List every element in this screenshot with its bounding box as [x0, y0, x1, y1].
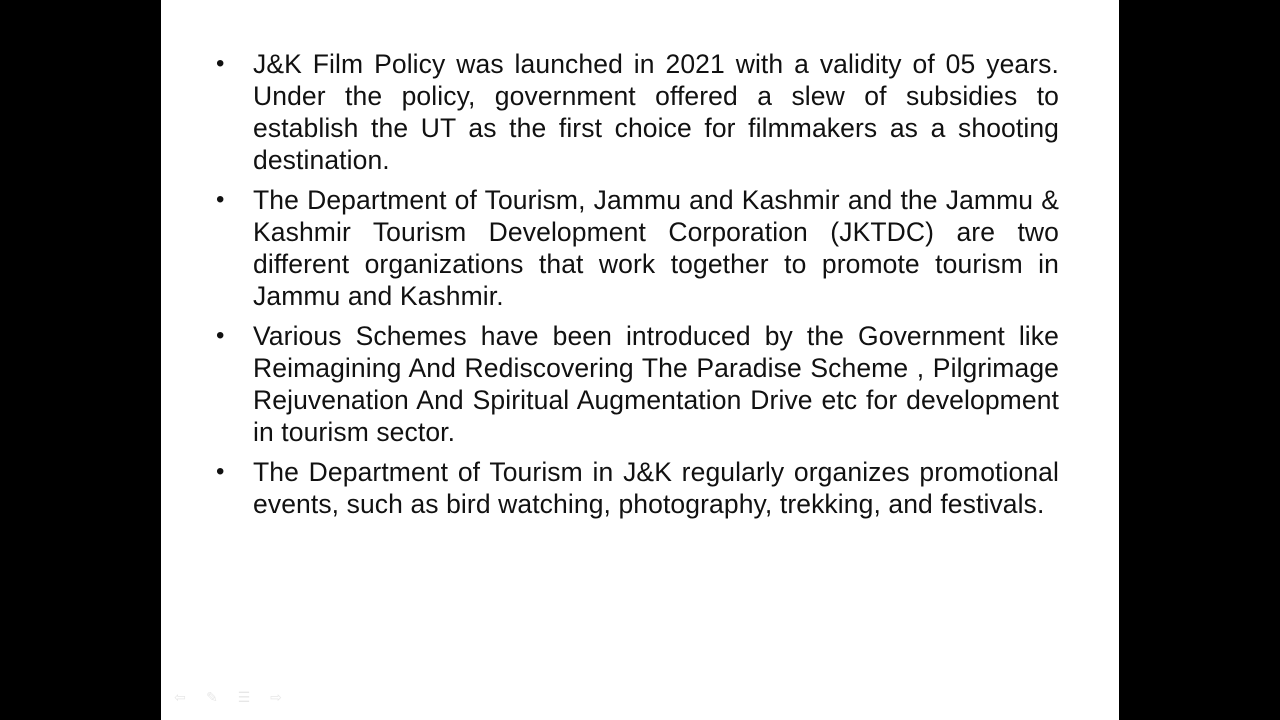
bullet-icon: •	[216, 322, 225, 349]
next-slide-icon[interactable]: ⇨	[270, 690, 282, 706]
bullet-item	[216, 320, 1059, 448]
bullet-text: The Department of Tourism in J&K regularly organizes promotional events, such as bird watching, photography, trekking, and festivals.	[253, 457, 1059, 519]
bullet-item	[216, 48, 1059, 176]
bullet-text: The Department of Tourism, Jammu and Kashmir and the Jammu & Kashmir Tourism Development Corporation (JKTDC) are two different organizations that work together to promote tourism in Jammu and Kashmir.	[253, 185, 1059, 311]
menu-icon[interactable]: ☰	[237, 690, 251, 706]
bullet-text: J&K Film Policy was launched in 2021 with a validity of 05 years. Under the policy, government offered a slew of subsidies to establish the UT as the first choice for filmmakers as a shooting destination.	[253, 49, 1059, 175]
bullet-text: Various Schemes have been introduced by the Government like Reimagining And Rediscovering The Paradise Scheme , Pilgrimage Rejuvenation And Spiritual Augmentation Drive etc for development in tourism sector.	[253, 321, 1059, 447]
bullet-icon: •	[216, 186, 225, 213]
bullet-icon: •	[216, 458, 225, 485]
bullet-icon: •	[216, 50, 225, 77]
bullet-item	[216, 456, 1059, 520]
slide-canvas	[161, 0, 1119, 720]
previous-slide-icon[interactable]: ⇦	[174, 690, 186, 706]
slideshow-toolbar	[171, 690, 285, 706]
bullet-list	[216, 48, 1059, 520]
pen-icon[interactable]: ✎	[206, 690, 218, 706]
slide-content	[216, 48, 1059, 528]
bullet-item	[216, 184, 1059, 312]
